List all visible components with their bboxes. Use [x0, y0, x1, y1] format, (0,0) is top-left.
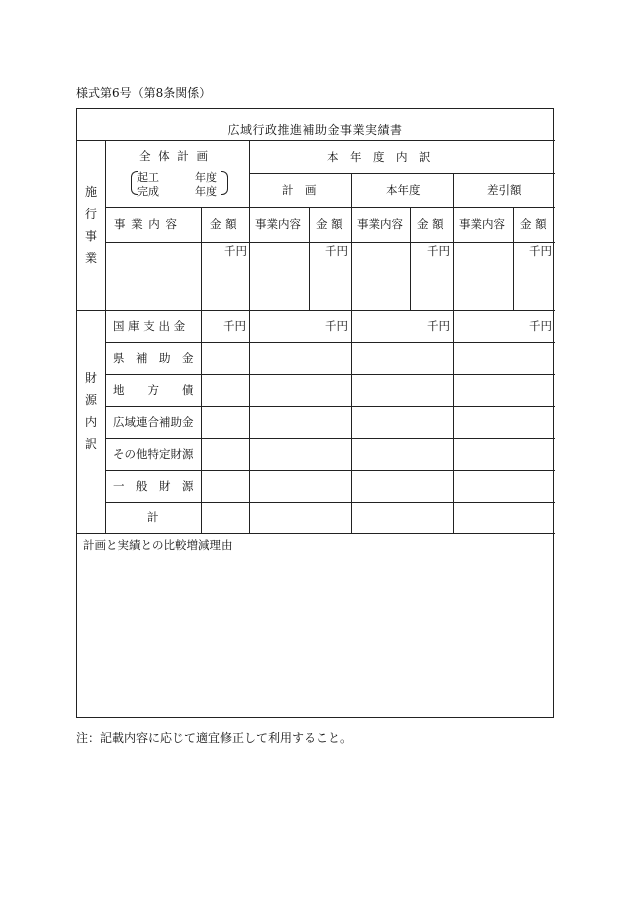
finance-row-total: 計 — [147, 510, 159, 524]
report-title: 広域行政推進補助金事業実績書 — [227, 123, 403, 137]
col-1-amount: 金 額 — [316, 217, 343, 231]
section-label-shiko-jigyo: 施 行 事 業 — [84, 185, 97, 265]
section-label-zaigen-uchiwake: 財 源 内 訳 — [84, 371, 97, 451]
report-table — [76, 108, 554, 718]
footnote: 注：記載内容に応じて適宜修正して利用すること。 — [76, 731, 353, 745]
unit-col-3: 千円 — [529, 244, 552, 258]
col-2-content: 事業内容 — [357, 217, 403, 231]
group-current-year: 本年度 — [386, 183, 421, 197]
unit-finance-1: 千円 — [325, 319, 348, 333]
col-3-content: 事業内容 — [459, 217, 505, 231]
finance-row-national: 国 庫 支 出 金 — [113, 319, 186, 333]
plan-header: 全 体 計 画 — [139, 149, 210, 163]
unit-plan-amount: 千円 — [224, 244, 247, 258]
unit-finance-3: 千円 — [529, 319, 552, 333]
unit-finance-2: 千円 — [427, 319, 450, 333]
finance-row-local-bond: 地 方 債 — [113, 383, 194, 397]
col-plan-amount: 金 額 — [210, 217, 237, 231]
breakdown-header: 本 年 度 内 訳 — [327, 150, 431, 164]
col-1-content: 事業内容 — [255, 217, 301, 231]
form-code: 様式第6号（第8条関係） — [76, 86, 212, 100]
reason-label: 計画と実績との比較増減理由 — [83, 538, 233, 552]
finance-row-regional: 広域連合補助金 — [113, 415, 194, 429]
finance-row-general: 一 般 財 源 — [113, 479, 194, 493]
unit-col-1: 千円 — [325, 244, 348, 258]
unit-col-2: 千円 — [427, 244, 450, 258]
start-label: 起工 — [137, 171, 159, 184]
end-year-suffix: 年度 — [195, 185, 217, 198]
group-plan: 計 画 — [282, 183, 317, 197]
finance-row-other: その他特定財源 — [113, 447, 194, 461]
unit-finance-plan: 千円 — [223, 319, 246, 333]
group-difference: 差引額 — [487, 183, 522, 197]
start-year-suffix: 年度 — [195, 171, 217, 184]
finance-row-prefecture: 県 補 助 金 — [113, 351, 194, 365]
paren-right — [221, 171, 228, 195]
col-plan-content: 事 業 内 容 — [114, 217, 178, 231]
col-2-amount: 金 額 — [417, 217, 444, 231]
end-label: 完成 — [137, 185, 159, 198]
col-3-amount: 金 額 — [520, 217, 547, 231]
